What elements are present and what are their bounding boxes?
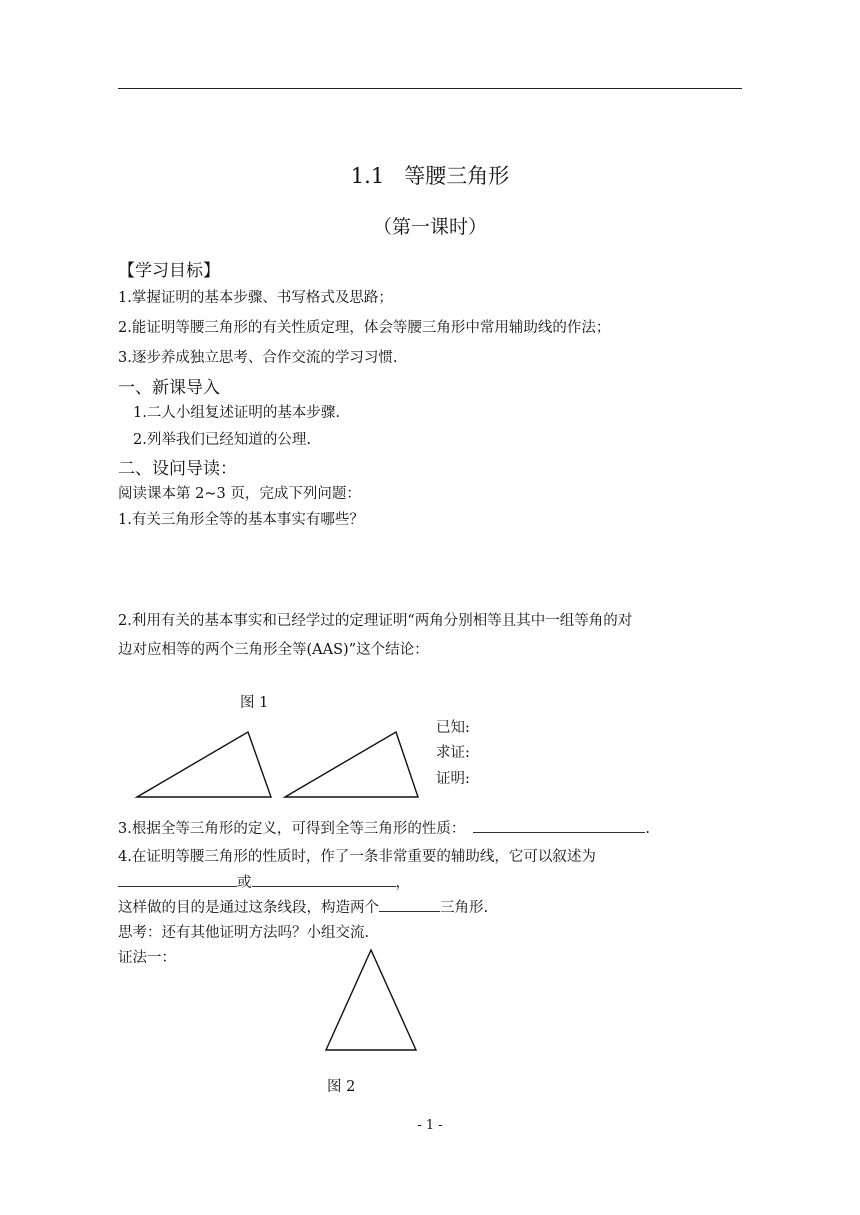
objective-item: 2.能证明等腰三角形的有关性质定理，体会等腰三角形中常用辅助线的作法；: [118, 320, 611, 336]
question-4-triangle: 三角形.: [440, 900, 489, 916]
objective-item: 3.逐步养成独立思考、合作交流的学习习惯.: [118, 350, 398, 366]
proof-label: 证明:: [436, 771, 470, 787]
objective-item: 1.掌握证明的基本步骤、书写格式及思路；: [118, 290, 393, 306]
answer-blank[interactable]: [118, 872, 237, 887]
method-1-label: 证法一：: [118, 950, 176, 966]
think-prompt: 思考：还有其他证明方法吗？小组交流.: [118, 925, 370, 941]
intro-item: 1.二人小组复述证明的基本步骤.: [133, 405, 340, 421]
question-3-text: 3.根据全等三角形的定义，可得到全等三角形的性质：: [118, 821, 466, 837]
question-3-end: .: [645, 821, 650, 837]
guide-heading: 二、设问导读：: [118, 459, 237, 479]
objectives-heading: 【学习目标】: [118, 261, 220, 281]
question-2-line-2: 边对应相等的两个三角形全等(AAS)”这个结论：: [118, 642, 429, 658]
answer-blank[interactable]: [252, 872, 396, 887]
triangle-figure-2: [326, 950, 416, 1050]
reading-instruction: 阅读课本第 2~3 页，完成下列问题：: [118, 486, 361, 502]
figure-2-label: 图 2: [327, 1079, 356, 1095]
figure-1-label: 图 1: [240, 695, 269, 711]
triangle-right: [285, 732, 418, 797]
question-4-line-3: [118, 896, 488, 917]
question-4-line-1: 4.在证明等腰三角形的性质时，作了一条非常重要的辅助线，它可以叙述为: [118, 849, 596, 865]
answer-blank[interactable]: [473, 818, 645, 833]
question-2-line-1: 2.利用有关的基本事实和已经学过的定理证明“两角分别相等且其中一组等角的对: [118, 613, 633, 629]
title-number: 1.1: [350, 164, 385, 188]
title-text: 等腰三角形: [404, 164, 510, 188]
intro-heading: 一、新课导入: [118, 378, 220, 398]
question-3: [118, 817, 650, 838]
question-4-purpose: 这样做的目的是通过这条线段，构造两个: [118, 900, 379, 916]
prove-label: 求证:: [436, 745, 470, 761]
triangle-left: [137, 732, 271, 797]
answer-blank[interactable]: [379, 897, 440, 912]
intro-item: 2.列举我们已经知道的公理.: [133, 432, 311, 448]
or-text: 或: [237, 875, 252, 891]
question-1: 1.有关三角形全等的基本事实有哪些？: [118, 512, 364, 528]
comma-text: ，: [395, 875, 410, 891]
question-4-line-2: [118, 871, 410, 892]
page-number: - 1 -: [417, 1118, 443, 1133]
given-label: 已知:: [436, 720, 470, 736]
page-subtitle: （第一课时）: [372, 216, 487, 238]
